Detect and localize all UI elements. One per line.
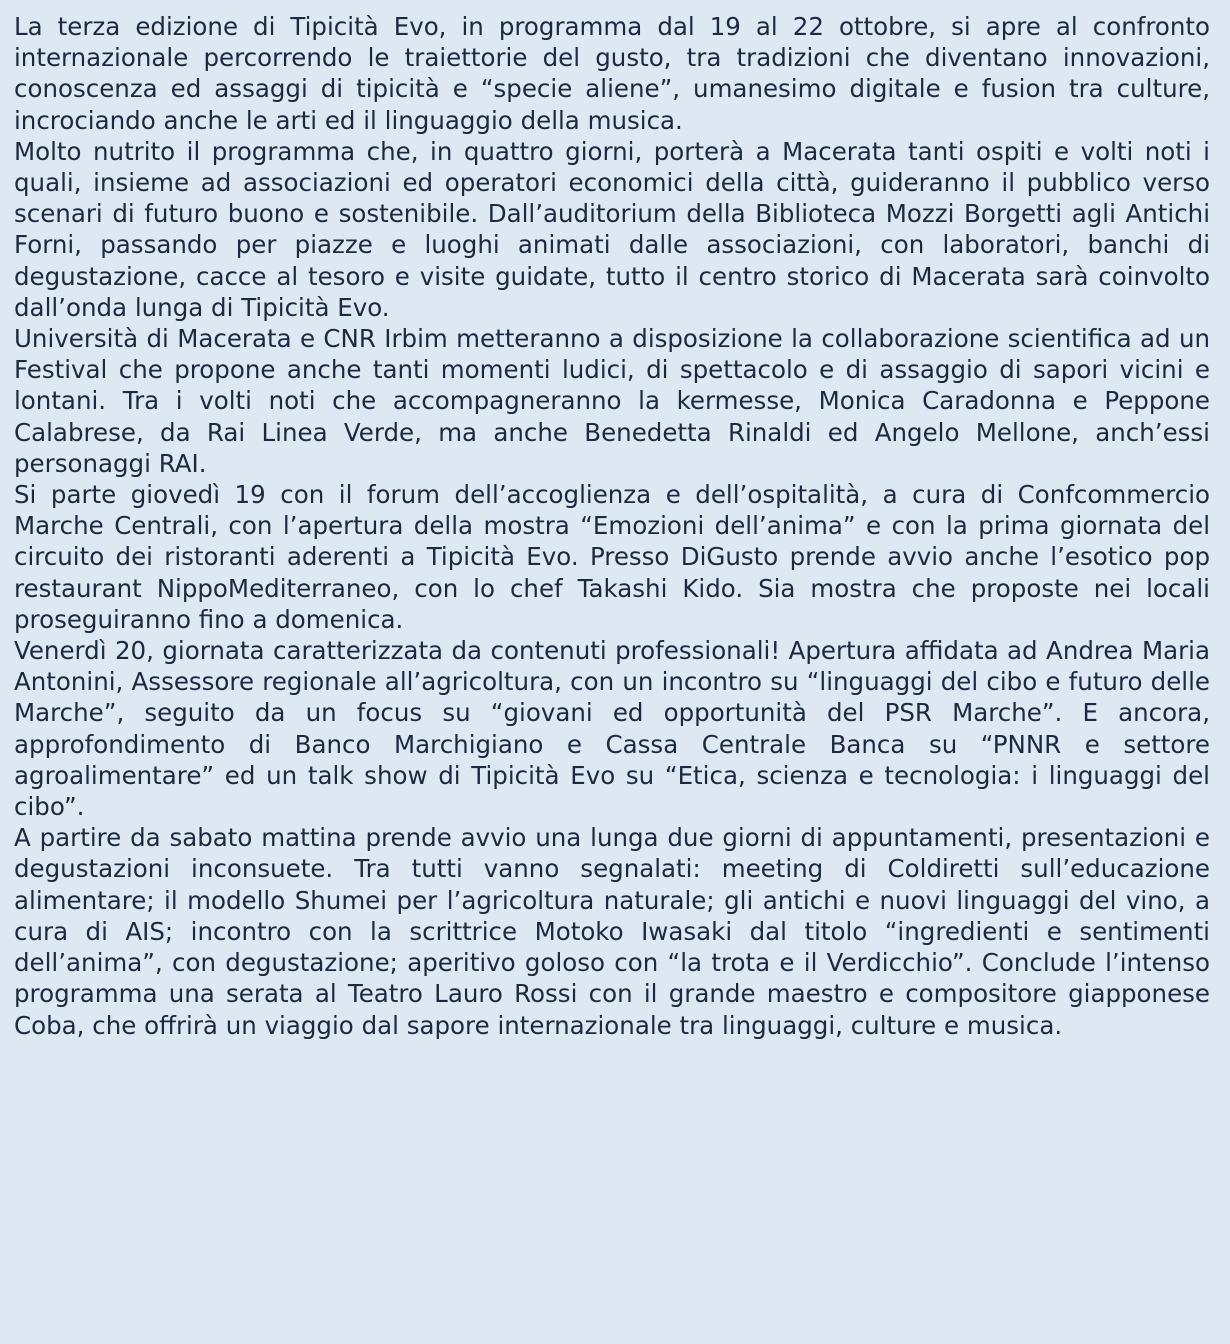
- paragraph-thursday: Si parte giovedì 19 con il forum dell’accoglienza e dell’ospitalità, a cura di Confcommercio Marche Centrali, con l’apertura della mostra “Emozioni dell’anima” e con la prima giornata del circuito dei ristoranti aderenti a Tipicità Evo. Presso DiGusto prende avvio anche l’esotico pop restaurant NippoMediterraneo, con lo chef Takashi Kido. Sia mostra che proposte nei locali proseguiranno fino a domenica.: [14, 480, 1210, 634]
- paragraph-program: Molto nutrito il programma che, in quattro giorni, porterà a Macerata tanti ospiti e volti noti i quali, insieme ad associazioni ed operatori economici della città, guideranno il pubblico verso scenari di futuro buono e sostenibile. Dall’auditorium della Biblioteca Mozzi Borgetti agli Antichi Forni, passando per piazze e luoghi animati dalle associazioni, con laboratori, banchi di degustazione, cacce al tesoro e visite guidate, tutto il centro storico di Macerata sarà coinvolto dall’onda lunga di Tipicità Evo.: [14, 136, 1210, 322]
- paragraph-weekend: A partire da sabato mattina prende avvio una lunga due giorni di appuntamenti, presentazioni e degustazioni inconsuete. Tra tutti vanno segnalati: meeting di Coldiretti sull’educazione alimentare; il modello Shumei per l’agricoltura naturale; gli antichi e nuovi linguaggi del vino, a cura di AIS; incontro con la scrittrice Motoko Iwasaki dal titolo “ingredienti e sentimenti dell’anima”, con degustazione; aperitivo goloso con “la trota e il Verdicchio”. Conclude l’intenso programma una serata al Teatro Lauro Rossi con il grande maestro e compositore giapponese Coba, che offrirà un viaggio dal sapore internazionale tra linguaggi, culture e musica.: [14, 823, 1210, 1040]
- paragraph-partners: Università di Macerata e CNR Irbim metteranno a disposizione la collaborazione scientifica ad un Festival che propone anche tanti momenti ludici, di spettacolo e di assaggio di sapori vicini e lontani. Tra i volti noti che accompagneranno la kermesse, Monica Caradonna e Peppone Calabrese, da Rai Linea Verde, ma anche Benedetta Rinaldi ed Angelo Mellone, anch’essi personaggi RAI.: [14, 324, 1210, 478]
- paragraph-friday: Venerdì 20, giornata caratterizzata da contenuti professionali! Apertura affidata ad Andrea Maria Antonini, Assessore regionale all’agricoltura, con un incontro su “linguaggi del cibo e futuro delle Marche”, seguito da un focus su “giovani ed opportunità del PSR Marche”. E ancora, approfondimento di Banco Marchigiano e Cassa Centrale Banca su “PNNR e settore agroalimentare” ed un talk show di Tipicità Evo su “Etica, scienza e tecnologia: i linguaggi del cibo”.: [14, 636, 1210, 822]
- paragraph-intro: La terza edizione di Tipicità Evo, in programma dal 19 al 22 ottobre, si apre al confronto internazionale percorrendo le traiettorie del gusto, tra tradizioni che diventano innovazioni, conoscenza ed assaggi di tipicità e “specie aliene”, umanesimo digitale e fusion tra culture, incrociando anche le arti ed il linguaggio della musica.: [14, 12, 1210, 135]
